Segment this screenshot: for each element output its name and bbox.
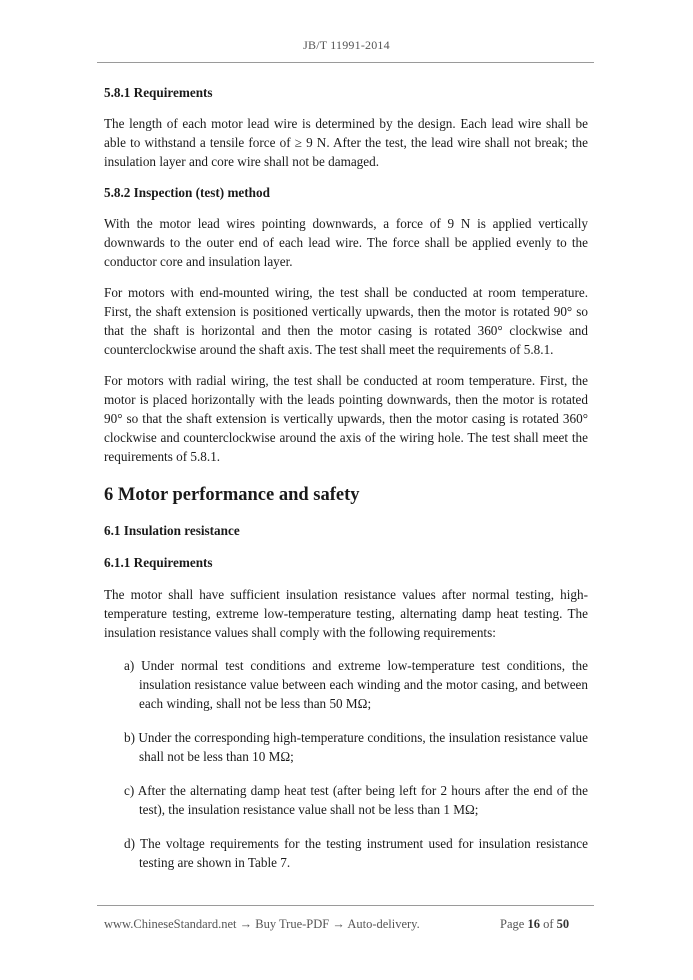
heading-5-8-1: 5.8.1 Requirements <box>104 85 213 100</box>
paragraph-5-8-2-b: For motors with end-mounted wiring, the test shall be conducted at room temperature. First, the shaft extension is positioned vertically upwards, then the motor is rotated 90° so that the shaft is horizontal and then the motor casing is rotated 360° clockwise and counterclockwise around the shaft axis. The test shall meet the requirements of 5.8.1. <box>104 285 588 357</box>
of-label: of <box>543 917 554 931</box>
heading-5-8-2: 5.8.2 Inspection (test) method <box>104 185 270 200</box>
arrow-right-icon: → <box>332 917 345 931</box>
heading-6: 6 Motor performance and safety <box>104 485 360 505</box>
website-link[interactable]: www.ChineseStandard.net <box>104 917 237 931</box>
header-divider <box>97 62 594 63</box>
footer-divider <box>97 905 594 906</box>
page-total: 50 <box>556 917 570 931</box>
list-item: d) The voltage requirements for the testing instrument used for insulation resistance testing are shown in Table 7. <box>124 836 588 870</box>
page-current: 16 <box>527 917 540 931</box>
paragraph-5-8-2-a: With the motor lead wires pointing downwards, a force of 9 N is applied vertically downwards to the outer end of each lead wire. The force shall be applied evenly to the conductor core and insulation layer. <box>104 216 588 269</box>
paragraph-6-1-1: The motor shall have sufficient insulation resistance values after normal testing, high-temperature testing, extreme low-temperature testing, alternating damp heat testing. The insulation resistance values shall comply with the following requirements: <box>104 587 588 640</box>
list-item: a) Under normal test conditions and extreme low-temperature test conditions, the insulation resistance value between each winding and the motor casing, and between each winding, shall not be less than 50 MΩ; <box>124 658 588 711</box>
heading-6-1-1: 6.1.1 Requirements <box>104 555 213 570</box>
buy-pdf-text: Buy True-PDF <box>255 917 330 931</box>
list-item: c) After the alternating damp heat test (after being left for 2 hours after the end of the test), the insulation resistance value shall not be less than 1 MΩ; <box>124 783 588 817</box>
page-number <box>500 917 569 932</box>
page-content <box>104 80 588 872</box>
page-header <box>0 38 693 53</box>
heading-6-1: 6.1 Insulation resistance <box>104 523 240 538</box>
list-item: b) Under the corresponding high-temperature conditions, the insulation resistance value shall not be less than 10 MΩ; <box>124 730 588 764</box>
requirements-list <box>104 656 588 872</box>
page-label: Page <box>500 917 525 931</box>
auto-delivery-text: Auto-delivery. <box>347 917 420 931</box>
document-code: JB/T 11991-2014 <box>303 38 390 52</box>
paragraph-5-8-2-c: For motors with radial wiring, the test shall be conducted at room temperature. First, the motor is placed horizontally with the leads pointing downwards, then the motor is rotated 90° so that the shaft extension is vertically upwards, then the motor casing is rotated 360° clockwise and counterclockwise around the axis of the wiring hole. The test shall meet the requirements of 5.8.1. <box>104 373 588 464</box>
footer-promo <box>104 917 420 932</box>
arrow-right-icon: → <box>239 917 253 931</box>
paragraph-5-8-1: The length of each motor lead wire is determined by the design. Each lead wire shall be able to withstand a tensile force of ≥ 9 N. After the test, the lead wire shall not break; the insulation layer and core wire shall not be damaged. <box>104 116 588 169</box>
